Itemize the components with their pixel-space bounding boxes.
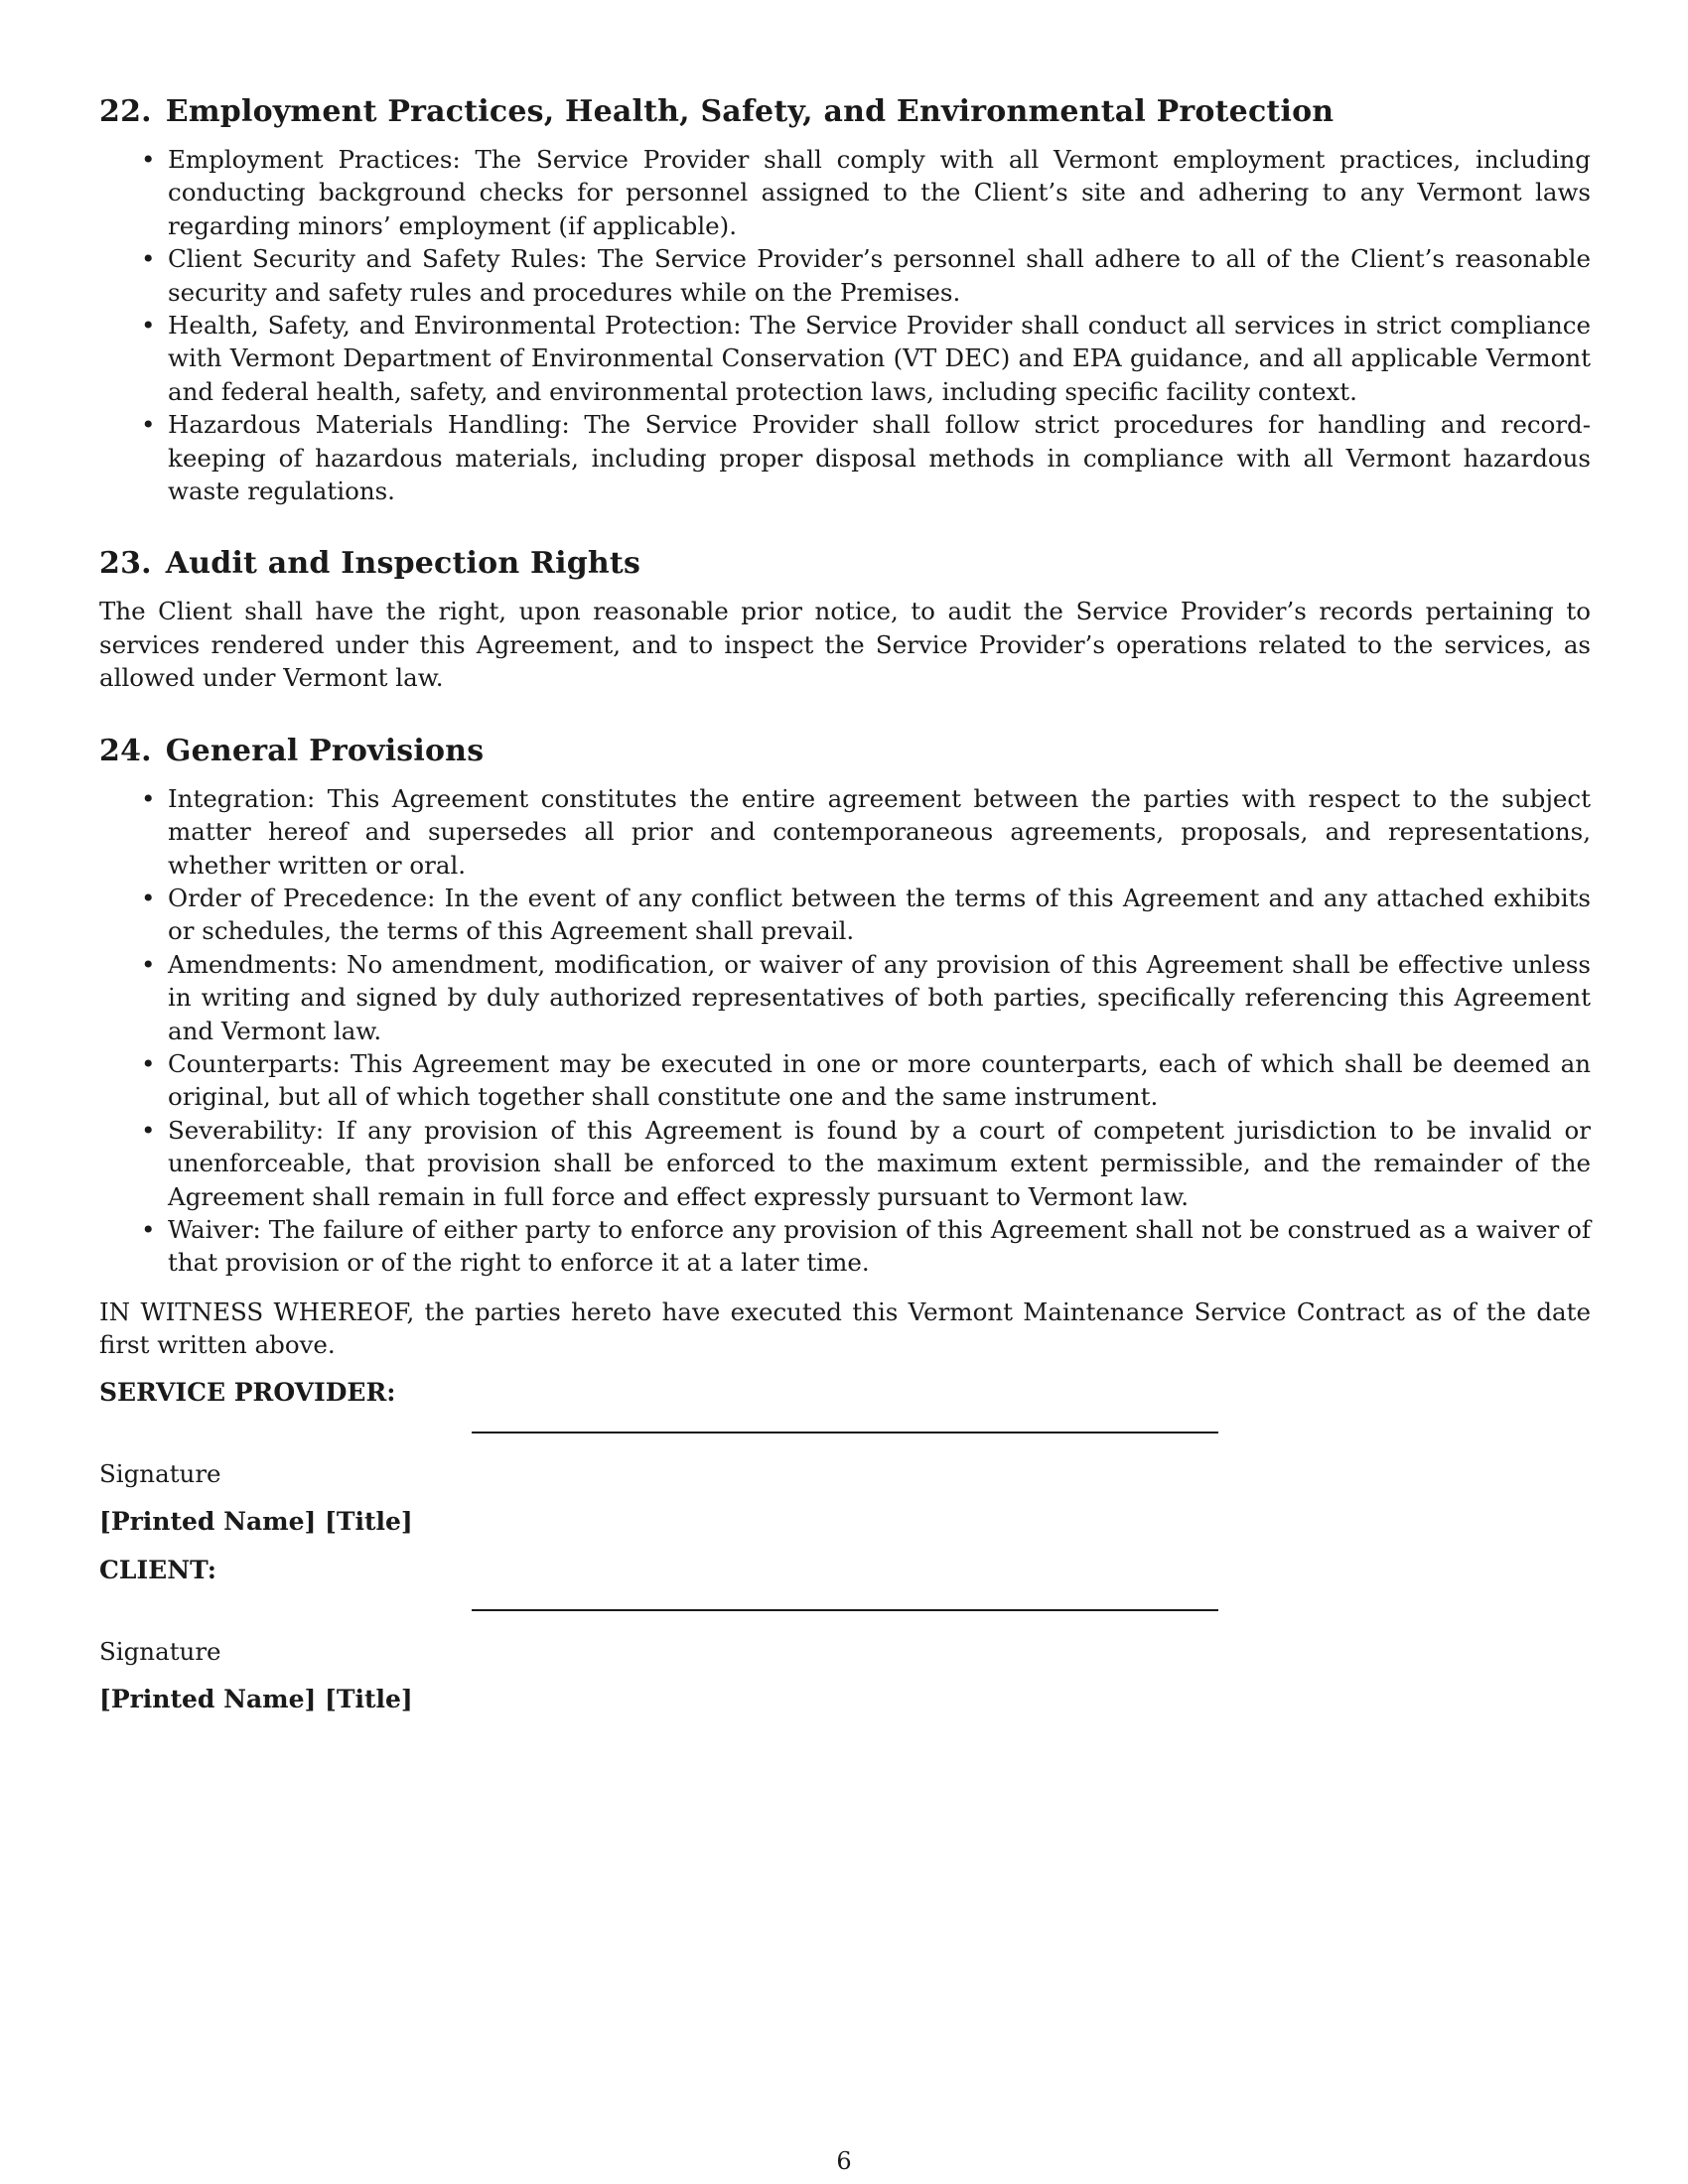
section-paragraph: The Client shall have the right, upon reasonable prior notice, to audit the Service Provider’s records pertaining to services rendered under this Agreement, and to inspect the Service Provider’s operations related to the services, as allowed under Vermont law. xyxy=(99,597,1591,693)
list-item xyxy=(99,882,1591,948)
section-title: General Provisions xyxy=(165,733,485,768)
section-number: 23. xyxy=(99,546,152,582)
section-heading xyxy=(99,91,1591,133)
section-24 xyxy=(99,731,1591,1280)
bullet-list xyxy=(99,143,1591,507)
list-item xyxy=(99,408,1591,507)
list-item xyxy=(99,309,1591,408)
printed-name-title: [Printed Name] [Title] xyxy=(99,1684,413,1713)
printed-name-title: [Printed Name] [Title] xyxy=(99,1506,413,1536)
party-label: SERVICE PROVIDER: xyxy=(99,1377,396,1407)
section-heading xyxy=(99,543,1591,585)
bullet-icon: • xyxy=(141,1214,156,1244)
page-number: 6 xyxy=(836,2147,852,2175)
signature-line[interactable] xyxy=(472,1432,1218,1433)
list-item xyxy=(99,143,1591,242)
list-item-text: Order of Precedence: In the event of any conflict between the terms of this Agreement and any attached exhibits or schedules, the terms of this Agreement shall prevail. xyxy=(168,883,1591,946)
list-item xyxy=(99,1114,1591,1213)
bullet-icon: • xyxy=(141,145,156,174)
bullet-icon: • xyxy=(141,311,156,341)
bullet-icon: • xyxy=(141,410,156,440)
section-number: 24. xyxy=(99,733,152,768)
signature-block-service-provider xyxy=(99,1376,1591,1539)
bullet-icon: • xyxy=(141,1048,156,1078)
list-item-text: Severability: If any provision of this Agreement is found by a court of competent jurisdiction to be invalid or unenforceable, that provision shall be enforced to the maximum extent permissible, and the remainder of the Agreement shall remain in full force and effect expressly pursuant to Vermont law. xyxy=(168,1115,1591,1211)
signature-line[interactable] xyxy=(472,1609,1218,1611)
list-item-text: Hazardous Materials Handling: The Service Provider shall follow strict procedures for handling and record-keeping of hazardous materials, including proper disposal methods in compliance with all Vermont hazardous waste regulations. xyxy=(168,410,1591,506)
list-item-text: Employment Practices: The Service Provider shall comply with all Vermont employment practices, including conducting background checks for personnel assigned to the Client’s site and adhering to any Vermont laws regarding minors’ employment (if applicable). xyxy=(168,145,1591,240)
section-number: 22. xyxy=(99,94,152,129)
section-heading xyxy=(99,731,1591,772)
list-item xyxy=(99,1047,1591,1114)
bullet-icon: • xyxy=(141,949,156,979)
document-page xyxy=(99,91,1591,1716)
list-item-text: Client Security and Safety Rules: The Service Provider’s personnel shall adhere to all of the Client’s reasonable security and safety rules and procedures while on the Premises. xyxy=(168,244,1591,307)
list-item xyxy=(99,1213,1591,1280)
bullet-icon: • xyxy=(141,1115,156,1145)
signature-label: Signature xyxy=(99,1458,221,1488)
party-label: CLIENT: xyxy=(99,1555,217,1584)
signature-label: Signature xyxy=(99,1636,221,1666)
list-item-text: Health, Safety, and Environmental Protection: The Service Provider shall conduct all services in strict compliance with Vermont Department of Environmental Conservation (VT DEC) and EPA guidance, and all applicable Vermont and federal health, safety, and environmental protection laws, including specific facility context. xyxy=(168,311,1591,406)
list-item-text: Amendments: No amendment, modification, or waiver of any provision of this Agreement shall be effective unless in writing and signed by duly authorized representatives of both parties, specifically referencing this Agreement and Vermont law. xyxy=(168,949,1591,1045)
section-22 xyxy=(99,91,1591,507)
bullet-list xyxy=(99,782,1591,1280)
witness-clause: IN WITNESS WHEREOF, the parties hereto have executed this Vermont Maintenance Service Contract as of the date first written above. xyxy=(99,1297,1591,1360)
list-item xyxy=(99,782,1591,882)
list-item-text: Integration: This Agreement constitutes the entire agreement between the parties with respect to the subject matter hereof and supersedes all prior and contemporaneous agreements, proposals, and representations, whether written or oral. xyxy=(168,783,1591,880)
bullet-icon: • xyxy=(141,883,156,912)
list-item-text: Counterparts: This Agreement may be executed in one or more counterparts, each of which shall be deemed an original, but all of which together shall constitute one and the same instrument. xyxy=(168,1048,1591,1112)
bullet-icon: • xyxy=(141,783,156,813)
section-title: Audit and Inspection Rights xyxy=(165,546,641,582)
list-item xyxy=(99,948,1591,1047)
list-item-text: Waiver: The failure of either party to enforce any provision of this Agreement shall not be construed as a waiver of that provision or of the right to enforce it at a later time. xyxy=(168,1214,1591,1278)
signature-block-client xyxy=(99,1554,1591,1716)
section-23 xyxy=(99,543,1591,694)
section-title: Employment Practices, Health, Safety, and Environmental Protection xyxy=(165,94,1335,129)
list-item xyxy=(99,242,1591,309)
bullet-icon: • xyxy=(141,244,156,274)
